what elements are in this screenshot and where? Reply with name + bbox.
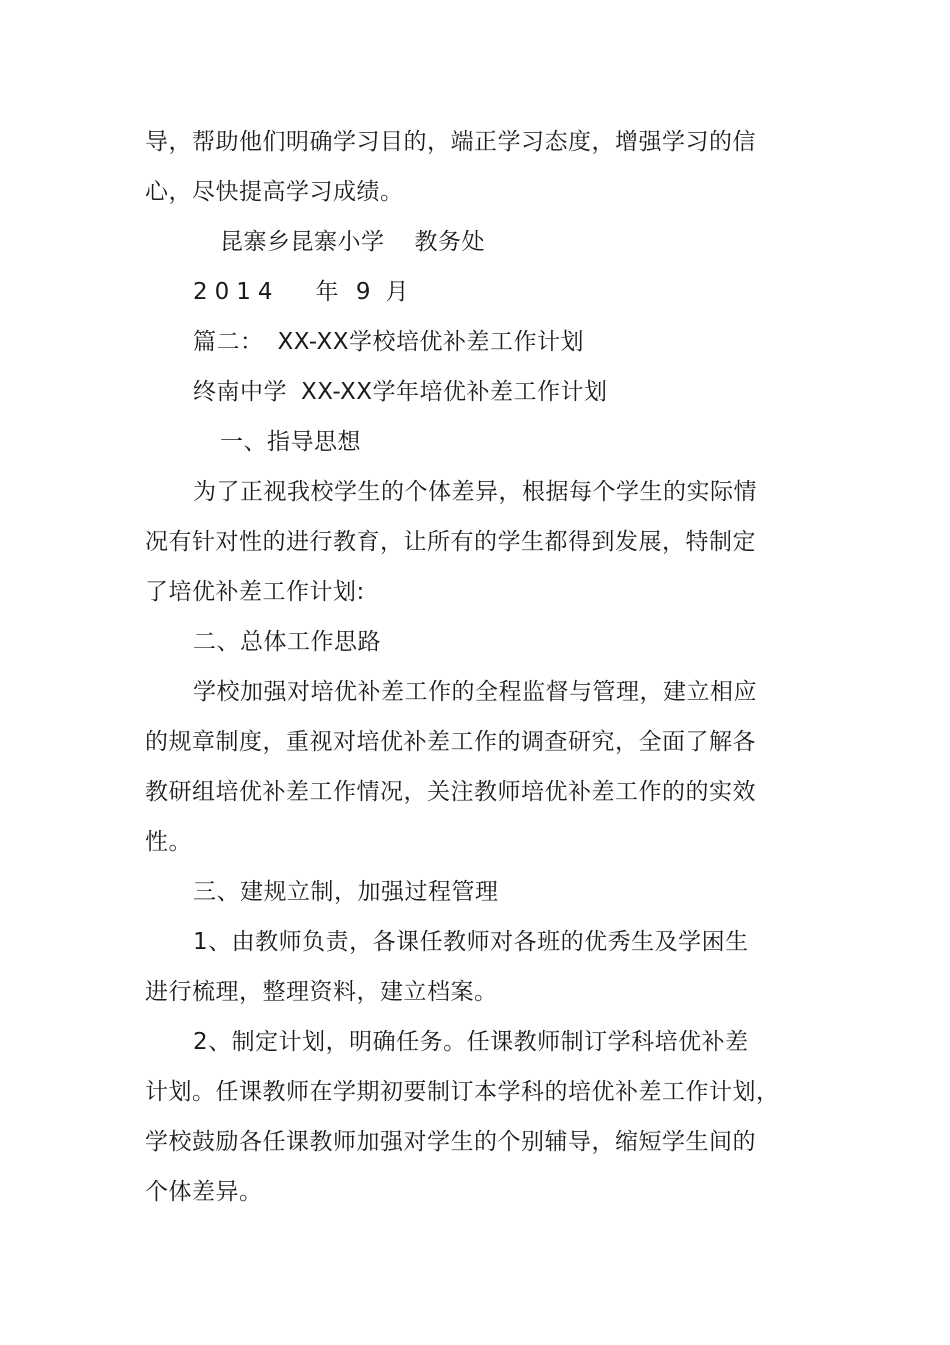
text-line <box>145 517 765 567</box>
year-text: 2014 <box>193 279 280 305</box>
heading-guiding-thought: 一、指导思想 <box>220 429 361 455</box>
month-suffix-text: 月 <box>385 279 409 305</box>
paragraph-text: 教研组培优补差工作情况，关注教师培优补差工作的的实效 <box>145 779 756 805</box>
paragraph-text: 2、制定计划，明确任务。任课教师制订学科培优补差 <box>193 1029 749 1055</box>
text-line <box>145 1167 765 1217</box>
text-line <box>145 717 765 767</box>
plan-title: XX-XX学年培优补差工作计划 <box>301 379 608 405</box>
text-line <box>193 667 813 717</box>
text-line <box>193 1017 813 1067</box>
paragraph-text: 心，尽快提高学习成绩。 <box>145 179 404 205</box>
section-heading <box>193 317 813 367</box>
heading-overall-approach: 二、总体工作思路 <box>193 629 381 655</box>
paragraph-text: 1、由教师负责，各课任教师对各班的优秀生及学困生 <box>193 929 749 955</box>
text-line <box>145 1067 780 1117</box>
month-number-text: 年 9 <box>315 279 376 305</box>
paragraph-text: 计划。任课教师在学期初要制订本学科的培优补差工作计划， <box>145 1079 780 1105</box>
text-line <box>193 917 813 967</box>
text-line <box>145 817 765 867</box>
section-label: 篇二： <box>193 329 264 355</box>
heading-line <box>193 617 813 667</box>
paragraph-text: 况有针对性的进行教育，让所有的学生都得到发展，特制定 <box>145 529 756 555</box>
paragraph-text: 个体差异。 <box>145 1179 263 1205</box>
heading-process-management: 三、建规立制，加强过程管理 <box>193 879 499 905</box>
paragraph-text: 的规章制度，重视对培优补差工作的调查研究，全面了解各 <box>145 729 756 755</box>
signature-line <box>220 217 840 267</box>
school-name: 终南中学 <box>193 379 287 405</box>
text-line <box>145 967 765 1017</box>
heading-line <box>193 867 813 917</box>
text-line <box>145 167 765 217</box>
paragraph-text: 了培优补差工作计划: <box>145 579 365 605</box>
paragraph-text: 导，帮助他们明确学习目的，端正学习态度，增强学习的信 <box>145 129 756 155</box>
text-line <box>145 1117 765 1167</box>
paragraph-text: 为了正视我校学生的个体差异，根据每个学生的实际情 <box>193 479 757 505</box>
section-title: XX-XX学校培优补差工作计划 <box>277 329 585 355</box>
school-name: 昆寨乡昆寨小学 <box>220 229 385 255</box>
date-line <box>193 267 813 317</box>
paragraph-text: 学校加强对培优补差工作的全程监督与管理，建立相应 <box>193 679 757 705</box>
text-line <box>145 567 765 617</box>
text-line <box>145 117 765 167</box>
text-line <box>145 767 765 817</box>
paragraph-text: 进行梳理，整理资料，建立档案。 <box>145 979 498 1005</box>
paragraph-text: 性。 <box>145 829 192 855</box>
plan-title-line <box>193 367 813 417</box>
paragraph-text: 学校鼓励各任课教师加强对学生的个别辅导，缩短学生间的 <box>145 1129 756 1155</box>
office-name: 教务处 <box>414 229 485 255</box>
heading-line <box>220 417 840 467</box>
text-line <box>193 467 813 517</box>
